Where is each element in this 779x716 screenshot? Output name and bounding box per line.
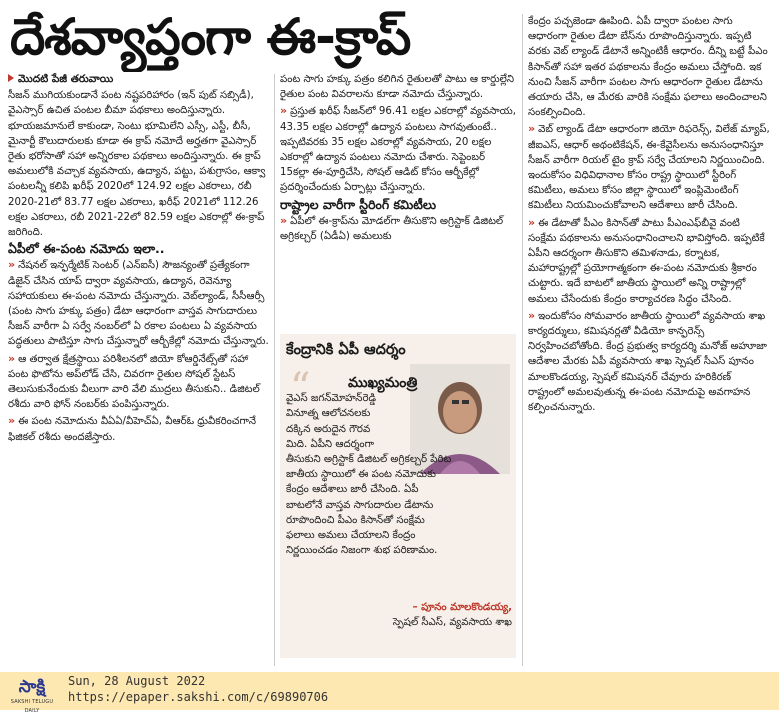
quote-box-heading: కేంద్రానికి ఏపీ ఆదర్శం [286,342,406,358]
bullet-icon: » [528,122,536,136]
article-column-2 [280,72,516,245]
quote-line: జాతీయ స్థాయిలో ఈ పంట నమోదుకు [286,469,436,481]
bullet-icon: » [528,308,536,322]
quote-line: నిర్ణయించడం నిజంగా శుభ పరిణామం. [286,545,438,557]
bullet-icon: » [8,351,16,365]
column1-bullet-text: ఆ తర్వాత క్షేత్రస్థాయి పరిశీలనలో జియో కోఆర్డినేట్స్‌తో సహా పంట ఫొటోను అప్‌లోడ్ చేసి, చివరగా రైతుల సోషల్ స్టేటస్ తెలుసుకునేందుకు వీలుగా వారి వేలి ముద్రలు తీసుకుని.. డిజిటల్ రశీదు వారి ఫోన్ నంబర్‌కు పంపిస్తున్నారు. [8,353,260,411]
column-divider-1 [274,74,275,666]
quote-line: వైఎస్ జగన్‌మోహన్‌రెడ్డి [286,393,377,405]
quote-box-text [286,376,512,558]
column2-bullet [280,103,516,195]
quote-line: రూపొందించి పీఎం కిసాన్‌తో సంక్షేమ [286,514,425,526]
issue-date: Sun, 28 August 2022 [68,674,206,688]
column3-paragraph: కేంద్రం పచ్చజెండా ఊపింది. ఏపీ ద్వారా పంటల సాగు ఆధారంగా రైతుల డేటా బేస్‌ను రూపొందిస్తున్నారు. ఇప్పటి వరకు వెబ్ ల్యాండ్ డేటానే అన్నింటికీ ఆధారం. దీన్ని బట్టే పీఎం కిసాన్‌తో సహా ఇతర పథకాలను కేంద్రం అమలు చేస్తోంది. ఇక నుంచి సీజన్ వారీగా పంటల సాగు ఆధారంగా రైతుల డేటాను తయారు చేసి, ఆ మేరకు వారికి సంక్షేమ ఫలాలు అందించాలని సంకల్పించింది. [528,16,768,119]
column3-bullet [528,121,770,213]
column3-bullet [528,215,770,307]
quote-line: ముఖ్యమంత్రి [348,375,418,391]
bullet-icon: » [8,258,16,272]
column1-bullet-text: నేషనల్ ఇన్ఫర్మేటిక్ సెంటర్ (ఎన్ఐసీ) సౌజన్యంతో ప్రత్యేకంగా డిజైన్ చేసిన యాప్ ద్వారా వ్యవసాయ, ఉద్యాన, రెవెన్యూ సహాయకులు ఈ-పంట నమోదు చేస్తున్నారు. వెబ్‌ల్యాండ్, సీసీఆర్సీ (పంట సాగు హక్కు పత్రం) డేటా ఆధారంగా వాస్తవ సాగుదారులు సీజన్ వారీగా ఏ సర్వే నంబర్‌లో ఏ రకాల పంటలు ఏ వ్యవసాయ పద్ధతులు పాటిస్తూ సాగు చేస్తున్నారో ఆర్బీకేల్లో నమోదు చేస్తున్నారు. [8,260,269,348]
quote-line: దక్కిన అరుదైన గౌరవ [286,423,371,435]
column2-bullet-text: ఏపీలో ఈ-క్రాప్‌ను మోడల్‌గా తీసుకొని అగ్రిస్టాక్ డిజిటల్ అగ్రికల్చర్ (ఏడీఏ) అమలుకు [280,215,504,243]
column2-subhead: రాష్ట్రాల వారీగా స్టీరింగ్ కమిటీలు [280,196,437,212]
column3-bullet-text: వెబ్ ల్యాండ్ డేటా ఆధారంగా జియో రిఫరెన్స్, విలేజ్ మ్యాప్, జీఐఎస్, ఆధార్ అథంటికేషన్, ఈ-కేవైసీలను అనుసంధానిస్తూ సీజన్ వారీగా రియల్ టైం క్రాప్ సర్వే చేయాలని నిర్ణయించింది. ఇందుకోసం విధివిధానాల కోసం రాష్ట్ర స్థాయిలో స్టీరింగ్ కమిటీలు, అమలు కోసం జిల్లా స్థాయిలో ఇంప్లిమెంటింగ్ కమిటీలు నియమించుకోవాలని ఆదేశాలు జారీ చేసింది. [528,124,770,212]
bullet-icon: » [280,104,288,118]
quote-signature [286,600,512,630]
column3-bullet-text: ఇందుకోసం సోమవారం జాతీయ స్థాయిలో వ్యవసాయ శాఖ కార్యదర్శులు, కమిషనర్లతో వీడియో కాన్ఫరెన్స్ నిర్వహించబోతోంది. కేంద్ర ప్రభుత్వ కార్యదర్శి మనోజ్ అహూజా ఆదేశాల మేరకు ఏపీ వ్యవసాయ శాఖ స్పెషల్ సీఎస్ పూనం మాలకొండయ్య, స్పెషల్ కమిషనర్ చేవూరు హరికిరణ్ రాష్ట్రంలో అమలవుతున్న ఈ-పంట నమోదుపై అవగాహన కల్పించనున్నారు. [528,310,767,414]
bullet-icon: » [8,414,16,428]
quote-mark-icon: “ [290,365,311,411]
column1-bullet [8,351,270,413]
logo-subtitle: SAKSHI TELUGU DAILY [10,699,54,714]
logo-wordmark: సాక్షి [18,677,46,697]
column2-bullet-text: ప్రస్తుత ఖరీఫ్ సీజన్‌లో 96.41 లక్షల ఎకరాల్లో వ్యవసాయ, 43.35 లక్షల ఎకరాల్లో ఉద్యాన పంటలు సాగవుతుంటే.. ఇప్పటివరకు 35 లక్షల ఎకరాల్లో వ్యవసాయ, 20 లక్షల ఎకరాల్లో ఉద్యాన పంటలు నమోదు చేశారు. సెప్టెంబర్ 15కల్లా ఈ-పూర్తిచేసి, సోషల్ ఆడిట్ కోసం ఆర్బీకేల్లో ప్రదర్శించేందుకు ఏర్పాట్లు చేస్తున్నారు. [280,106,516,194]
article-column-1 [8,72,270,446]
quote-line: బాటలోనే వాస్తవ సాగుదారుల డేటాను [286,499,434,511]
quote-line: ఫలాలు అమలు చేయాలని కేంద్రం [286,530,416,542]
signature-title: స్పెషల్ సీఎస్, వ్యవసాయ శాఖ [392,617,512,629]
quote-line: వినూత్న ఆలోచనలకు [286,408,371,420]
quote-line: కేంద్రం ఆదేశాలు జారీ చేసింది. ఏపీ [286,484,419,496]
column1-bullet [8,413,270,444]
article-column-3 [528,14,770,416]
headline: దేశవ్యాప్తంగా ఈ-క్రాప్ [10,8,411,66]
column3-bullet [528,308,770,415]
column1-bullet [8,257,270,349]
column1-subhead: ఏపీలో ఈ-పంట నమోదు ఇలా.. [8,241,165,257]
column-divider-2 [522,14,523,666]
column3-bullet-text: ఈ డేటాతో పీఎం కిసాన్‌తో పాటు పీఎంఎఫ్‌బీవై వంటి సంక్షేమ పథకాలను అనుసంధానించాలని భావిస్తోంది. ఇప్పటికే ఏపీని ఆదర్శంగా తీసుకొని తమిళనాడు, కర్నాటక, మహారాష్ట్రల్లో ప్రయోగాత్మకంగా ఈ-పంట నమోదుకు శ్రీకారం చుట్టారు. ఇదే బాటలో జాతీయ స్థాయిలో అన్ని రాష్ట్రాల్లో అమలు చేసేందుకు కేంద్రం కార్యాచరణ సిద్ధం చేసింది. [528,217,765,305]
column1-bullet-text: ఈ పంట నమోదును వీఏఏ/వీహెచ్ఏ, వీఆర్ఓ ధ్రువీకరించగానే ఫిజికల్ రశీదు అందజేస్తారు. [8,416,257,443]
epaper-link[interactable]: https://epaper.sakshi.com/c/69890706 [68,690,329,704]
signature-name: – పూనం మాలకొండయ్య, [412,602,512,613]
column2-paragraph: పంట సాగు హక్కు పత్రం కలిగిన రైతులతో పాటు ఆ కార్డుల్లేని రైతుల పంట వివరాలను కూడా నమోదు చేస్తున్నారు. [280,74,515,101]
sakshi-logo[interactable] [4,675,60,714]
bullet-icon: » [528,215,536,229]
continued-kicker: మొదటి పేజీ తరువాయి [8,72,270,87]
column2-bullet [280,213,516,244]
quote-line: తీసుకుని అగ్రిస్టాక్ డిజిటల్ అగ్రికల్చర్ పేరిట [286,454,452,466]
quote-line: మిది. ఏపీని ఆదర్శంగా [286,438,374,450]
bullet-icon: » [280,213,288,227]
column1-paragraph: సీజన్ ముగియకుండానే పంట నష్టపరిహారం (ఇన్ పుట్ సబ్సిడీ), వైఎస్సార్ ఉచిత పంటల బీమా పథకాలు అందిస్తున్నారు. భూయజమానులే కాకుండా, సెంటు భూమిలేని ఎస్సీ, ఎస్టీ, బీసీ, మైనార్టీ కౌలుదారులకు కూడా ఈ క్రాప్ నమోదే అర్హతగా వైఎస్సార్ రైతు భరోసాతో సహా అన్నిరకాల పథకాలు అందిస్తున్నారు. ఈ క్రాప్ అమలులోకి వచ్చాక వ్యవసాయ, ఉద్యాన, పట్టు, పశుగ్రాసం, ఆక్వా పంటలన్నీ కలిపి ఖరీఫ్ 2020లో 124.92 లక్షల ఎకరాలు, రబీ 2020-21లో 83.77 లక్షల ఎకరాలు, ఖరీఫ్ 2021లో 112.26 లక్షల ఎకరాలు, రబీ 2021-22లో 82.59 లక్షల ఎకరాల్లో ఈ-క్రాప్ జరిగింది. [8,90,266,239]
